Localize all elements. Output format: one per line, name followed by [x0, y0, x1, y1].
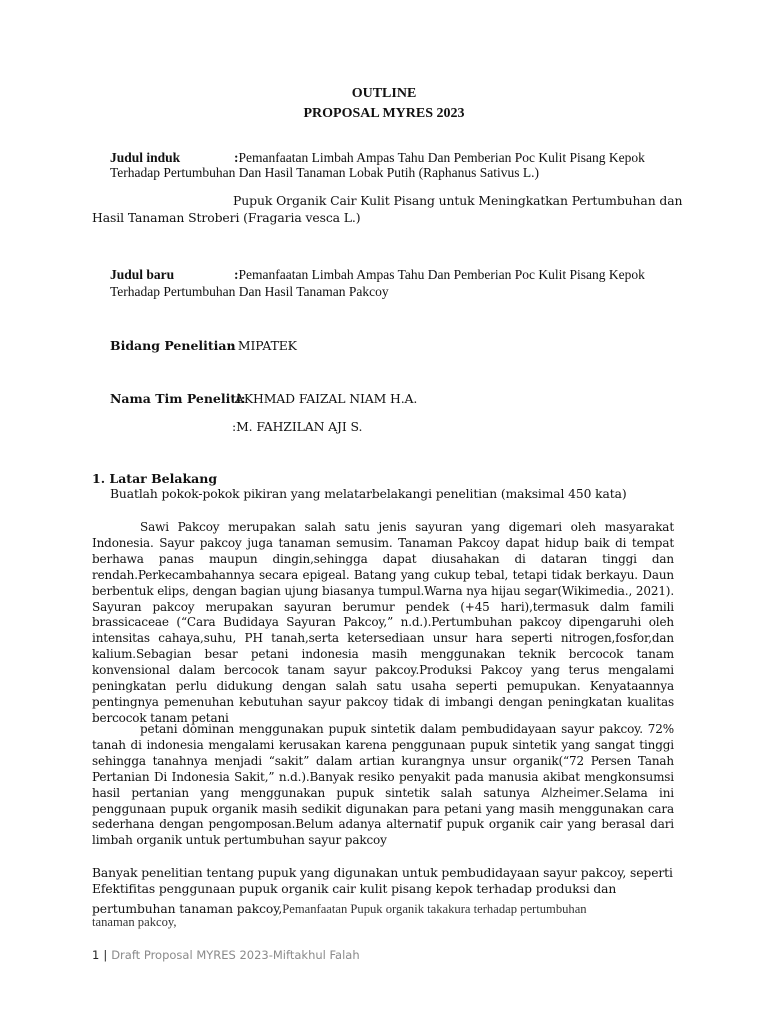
paragraph-2-text-end: .Selama ini penggunaan pupuk organik masih sedikit digunakan para petani yang masih menggunakan cara sederhana dengan pengomposan.Belum adanya alternatif pupuk organik cair yang berasal dari limbah organik untuk pertumbuhan sayur pakcoy	[92, 785, 674, 848]
judul-induk-value	[234, 150, 645, 166]
paragraph-2	[92, 722, 674, 849]
section-instruction: Buatlah pokok-pokok pikiran yang melatarbelakangi penelitian (maksimal 450 kata)	[110, 487, 627, 501]
judul-baru-value	[234, 267, 645, 283]
paragraph-3-line-2: Efektifitas penggunaan pupuk organik cair kulit pisang kepok terhadap produksi dan	[92, 882, 617, 896]
tim-member-1: AKHMAD FAIZAL NIAM H.A.	[235, 391, 418, 406]
footer-separator: |	[103, 948, 108, 962]
outline-title: OUTLINE	[351, 86, 417, 101]
judul-baru-value-line1: Pemanfaatan Limbah Ampas Tahu Dan Pemberian Poc Kulit Pisang Kepok	[238, 267, 645, 282]
section-heading: 1. Latar Belakang	[92, 471, 218, 486]
page-footer	[92, 948, 360, 962]
paragraph-3-line-4: tanaman pakcoy,	[92, 915, 177, 929]
paragraph-3-line-3b: Pemanfaatan Pupuk organik takakura terhadap pertumbuhan	[282, 902, 587, 916]
judul-induk-value-line1: Pemanfaatan Limbah Ampas Tahu Dan Pemberian Poc Kulit Pisang Kepok	[238, 150, 645, 165]
bidang-label: Bidang Penelitian	[110, 338, 236, 353]
proposal-title: PROPOSAL MYRES 2023	[303, 106, 465, 121]
judul-induk-alt-line1: Pupuk Organik Cair Kulit Pisang untuk Meningkatkan Pertumbuhan dan	[233, 193, 683, 208]
judul-induk-colon: :	[234, 150, 239, 165]
tim-label: Nama Tim Peneliti:	[110, 391, 246, 406]
alzheimer-term: Alzheimer	[541, 785, 601, 800]
paragraph-1-text: Sawi Pakcoy merupakan salah satu jenis sayuran yang digemari oleh masyarakat Indonesia. Sayur pakcoy juga tanaman semusim. Tanaman Pakcoy dapat hidup baik di tempat berhawa panas maupun dingin,sehingga dapat diusahakan di dataran tinggi dan rendah.Perkecambahannya secara epigeal. Batang yang cukup tebal, tetapi tidak berkayu. Daun berbentuk elips, dengan bagian ujung biasanya tumpul.Warna nya hijau segar(Wikimedia., 2021). Sayuran pakcoy merupakan sayuran berumur pendek (+45 hari),termasuk dalm famili brassicaceae (“Cara Budidaya Sayuran Pakcoy,” n.d.).Pertumbuhan pakcoy dipengaruhi oleh intensitas cahaya,suhu, PH tanah,serta ketersediaan unsur hara seperti nitrogen,fosfor,dan kalium.Sebagian besar petani indonesia masih menggunakan teknik bercocok tanam konvensional dalam bercocok tanam sayur pakcoy.Produksi Pakcoy yang terus mengalami peningkatan perlu didukung dengan salah satu usaha seperti pemupukan. Kenyataannya pentingnya pemenuhan kebutuhan sayur pakcoy tidak di imbangi dengan peningkatan kualitas bercocok tanam petani	[92, 520, 674, 725]
judul-induk-label: Judul induk	[110, 150, 181, 165]
bidang-value: : MIPATEK	[230, 338, 297, 353]
paragraph-2-text: petani dominan menggunakan pupuk sintetik dalam pembudidayaan sayur pakcoy. 72% tanah di indonesia mengalami kerusakan karena penggunaan pupuk sintetik yang sangat tinggi sehingga tanahnya menjadi “sakit” dalam artian kurangnya unsur organik(“72 Persen Tanah Pertanian Di Indonesia Sakit,” n.d.).Banyak resiko penyakit pada manusia akibat mengkonsumsi hasil pertanian yang menggunakan pupuk sintetik salah satunya	[92, 722, 674, 800]
judul-induk-value-line2: Terhadap Pertumbuhan Dan Hasil Tanaman Lobak Putih (Raphanus Sativus L.)	[110, 165, 540, 180]
judul-baru-value-line2: Terhadap Pertumbuhan Dan Hasil Tanaman Pakcoy	[110, 284, 389, 299]
paragraph-3-line-3a: pertumbuhan tanaman pakcoy,	[92, 902, 283, 916]
judul-baru-colon: :	[234, 267, 239, 282]
page-number: 1	[92, 948, 100, 962]
judul-induk-alt-line2: Hasil Tanaman Stroberi (Fragaria vesca L.)	[92, 210, 361, 225]
paragraph-2-body	[92, 722, 674, 849]
paragraph-1	[92, 520, 674, 727]
judul-baru-label: Judul baru	[110, 267, 175, 282]
footer-doc-title: Draft Proposal MYRES 2023-Miftakhul Falah	[111, 948, 360, 962]
paragraph-3-line-1: Banyak penelitian tentang pupuk yang digunakan untuk pembudidayaan sayur pakcoy, seperti	[92, 866, 673, 880]
tim-member-2: :M. FAHZILAN AJI S.	[232, 419, 363, 434]
